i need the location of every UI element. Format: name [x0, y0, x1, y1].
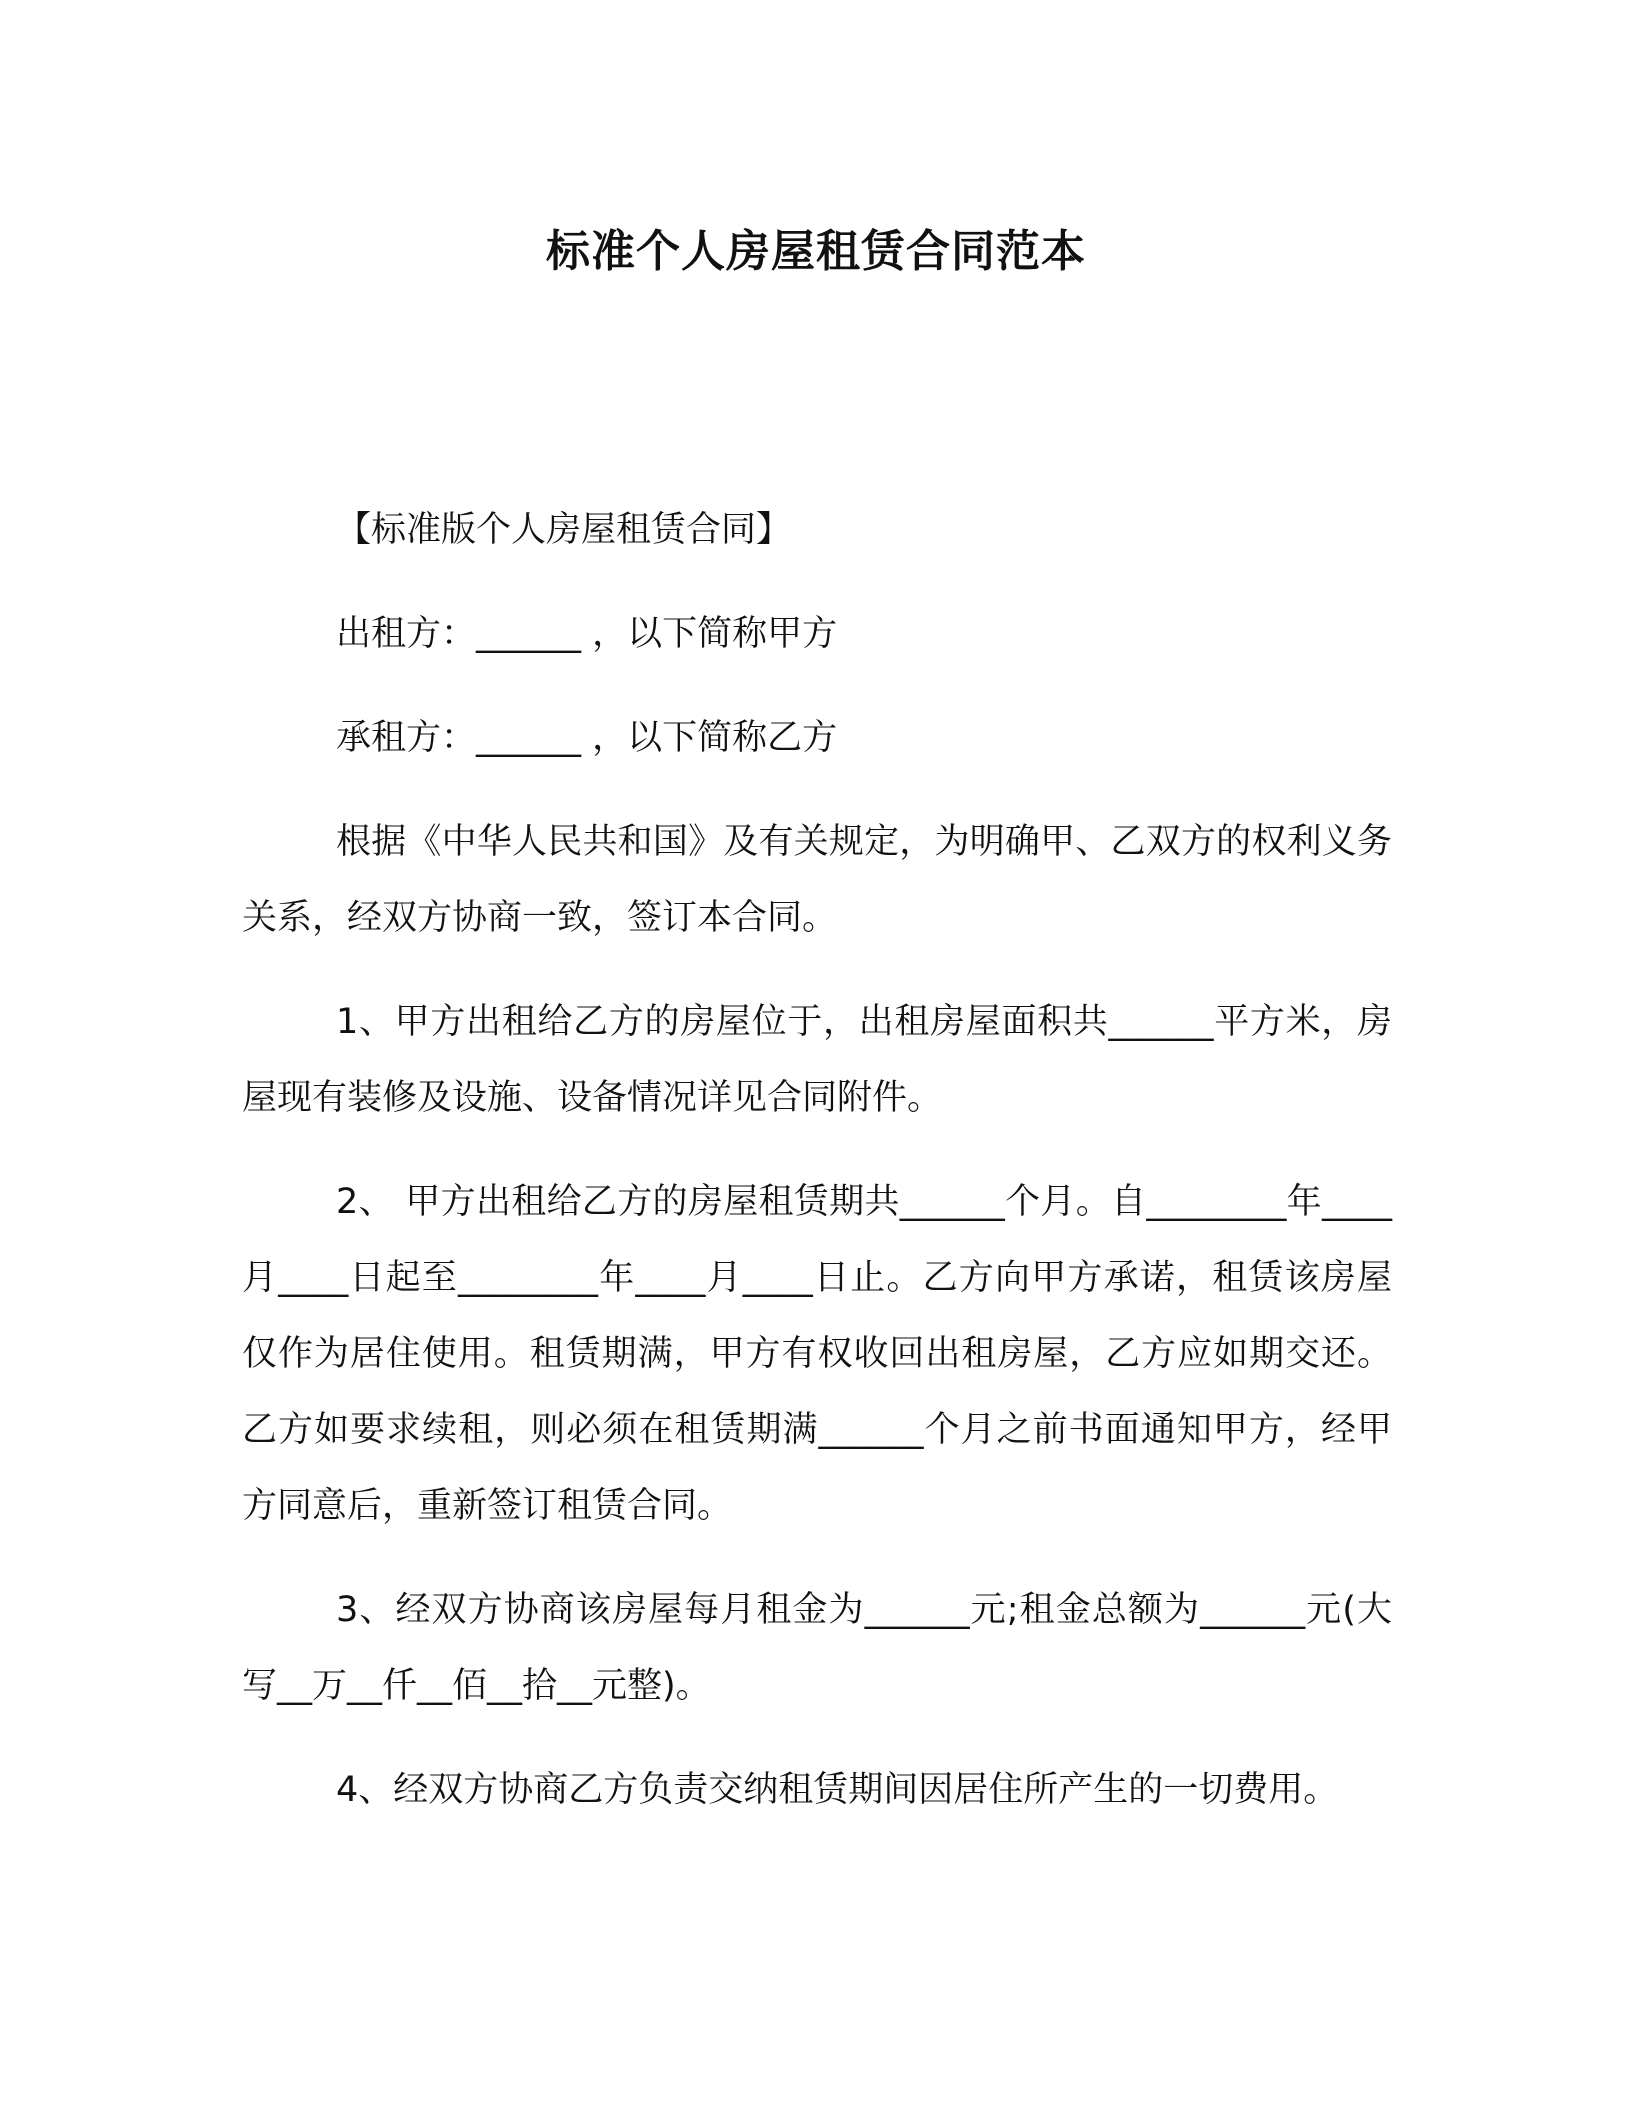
clause-4: 4、经双方协商乙方负责交纳租赁期间因居住所产生的一切费用。 [336, 1770, 1339, 1810]
document-body [242, 492, 1392, 1856]
clause-1: 1、甲方出租给乙方的房屋位于，出租房屋面积共______平方米，房屋现有装修及设施、设备情况详见合同附件。 [242, 1002, 1392, 1118]
clause-2: 2、 甲方出租给乙方的房屋租赁期共______个月。自________年____月____日起至________年____月____日止。乙方向甲方承诺，租赁该房屋仅作为居住使用。租赁期满，甲方有权收回出租房屋，乙方应如期交还。乙方如要求续租，则必须在租赁期满______个月之前书面通知甲方，经甲方同意后，重新签订租赁合同。 [242, 1182, 1392, 1526]
preamble-paragraph: 根据《中华人民共和国》及有关规定，为明确甲、乙双方的权利义务关系，经双方协商一致，签订本合同。 [242, 822, 1392, 938]
contract-subtitle: 【标准版个人房屋租赁合同】 [336, 510, 792, 550]
document-title: 标准个人房屋租赁合同范本 [546, 226, 1086, 277]
clause-3: 3、经双方协商该房屋每月租金为______元;租金总额为______元(大写__万__仟__佰__拾__元整)。 [242, 1590, 1392, 1706]
lessee-line: 承租方：______ ，以下简称乙方 [336, 718, 838, 758]
lessor-line: 出租方：______ ，以下简称甲方 [336, 614, 838, 654]
